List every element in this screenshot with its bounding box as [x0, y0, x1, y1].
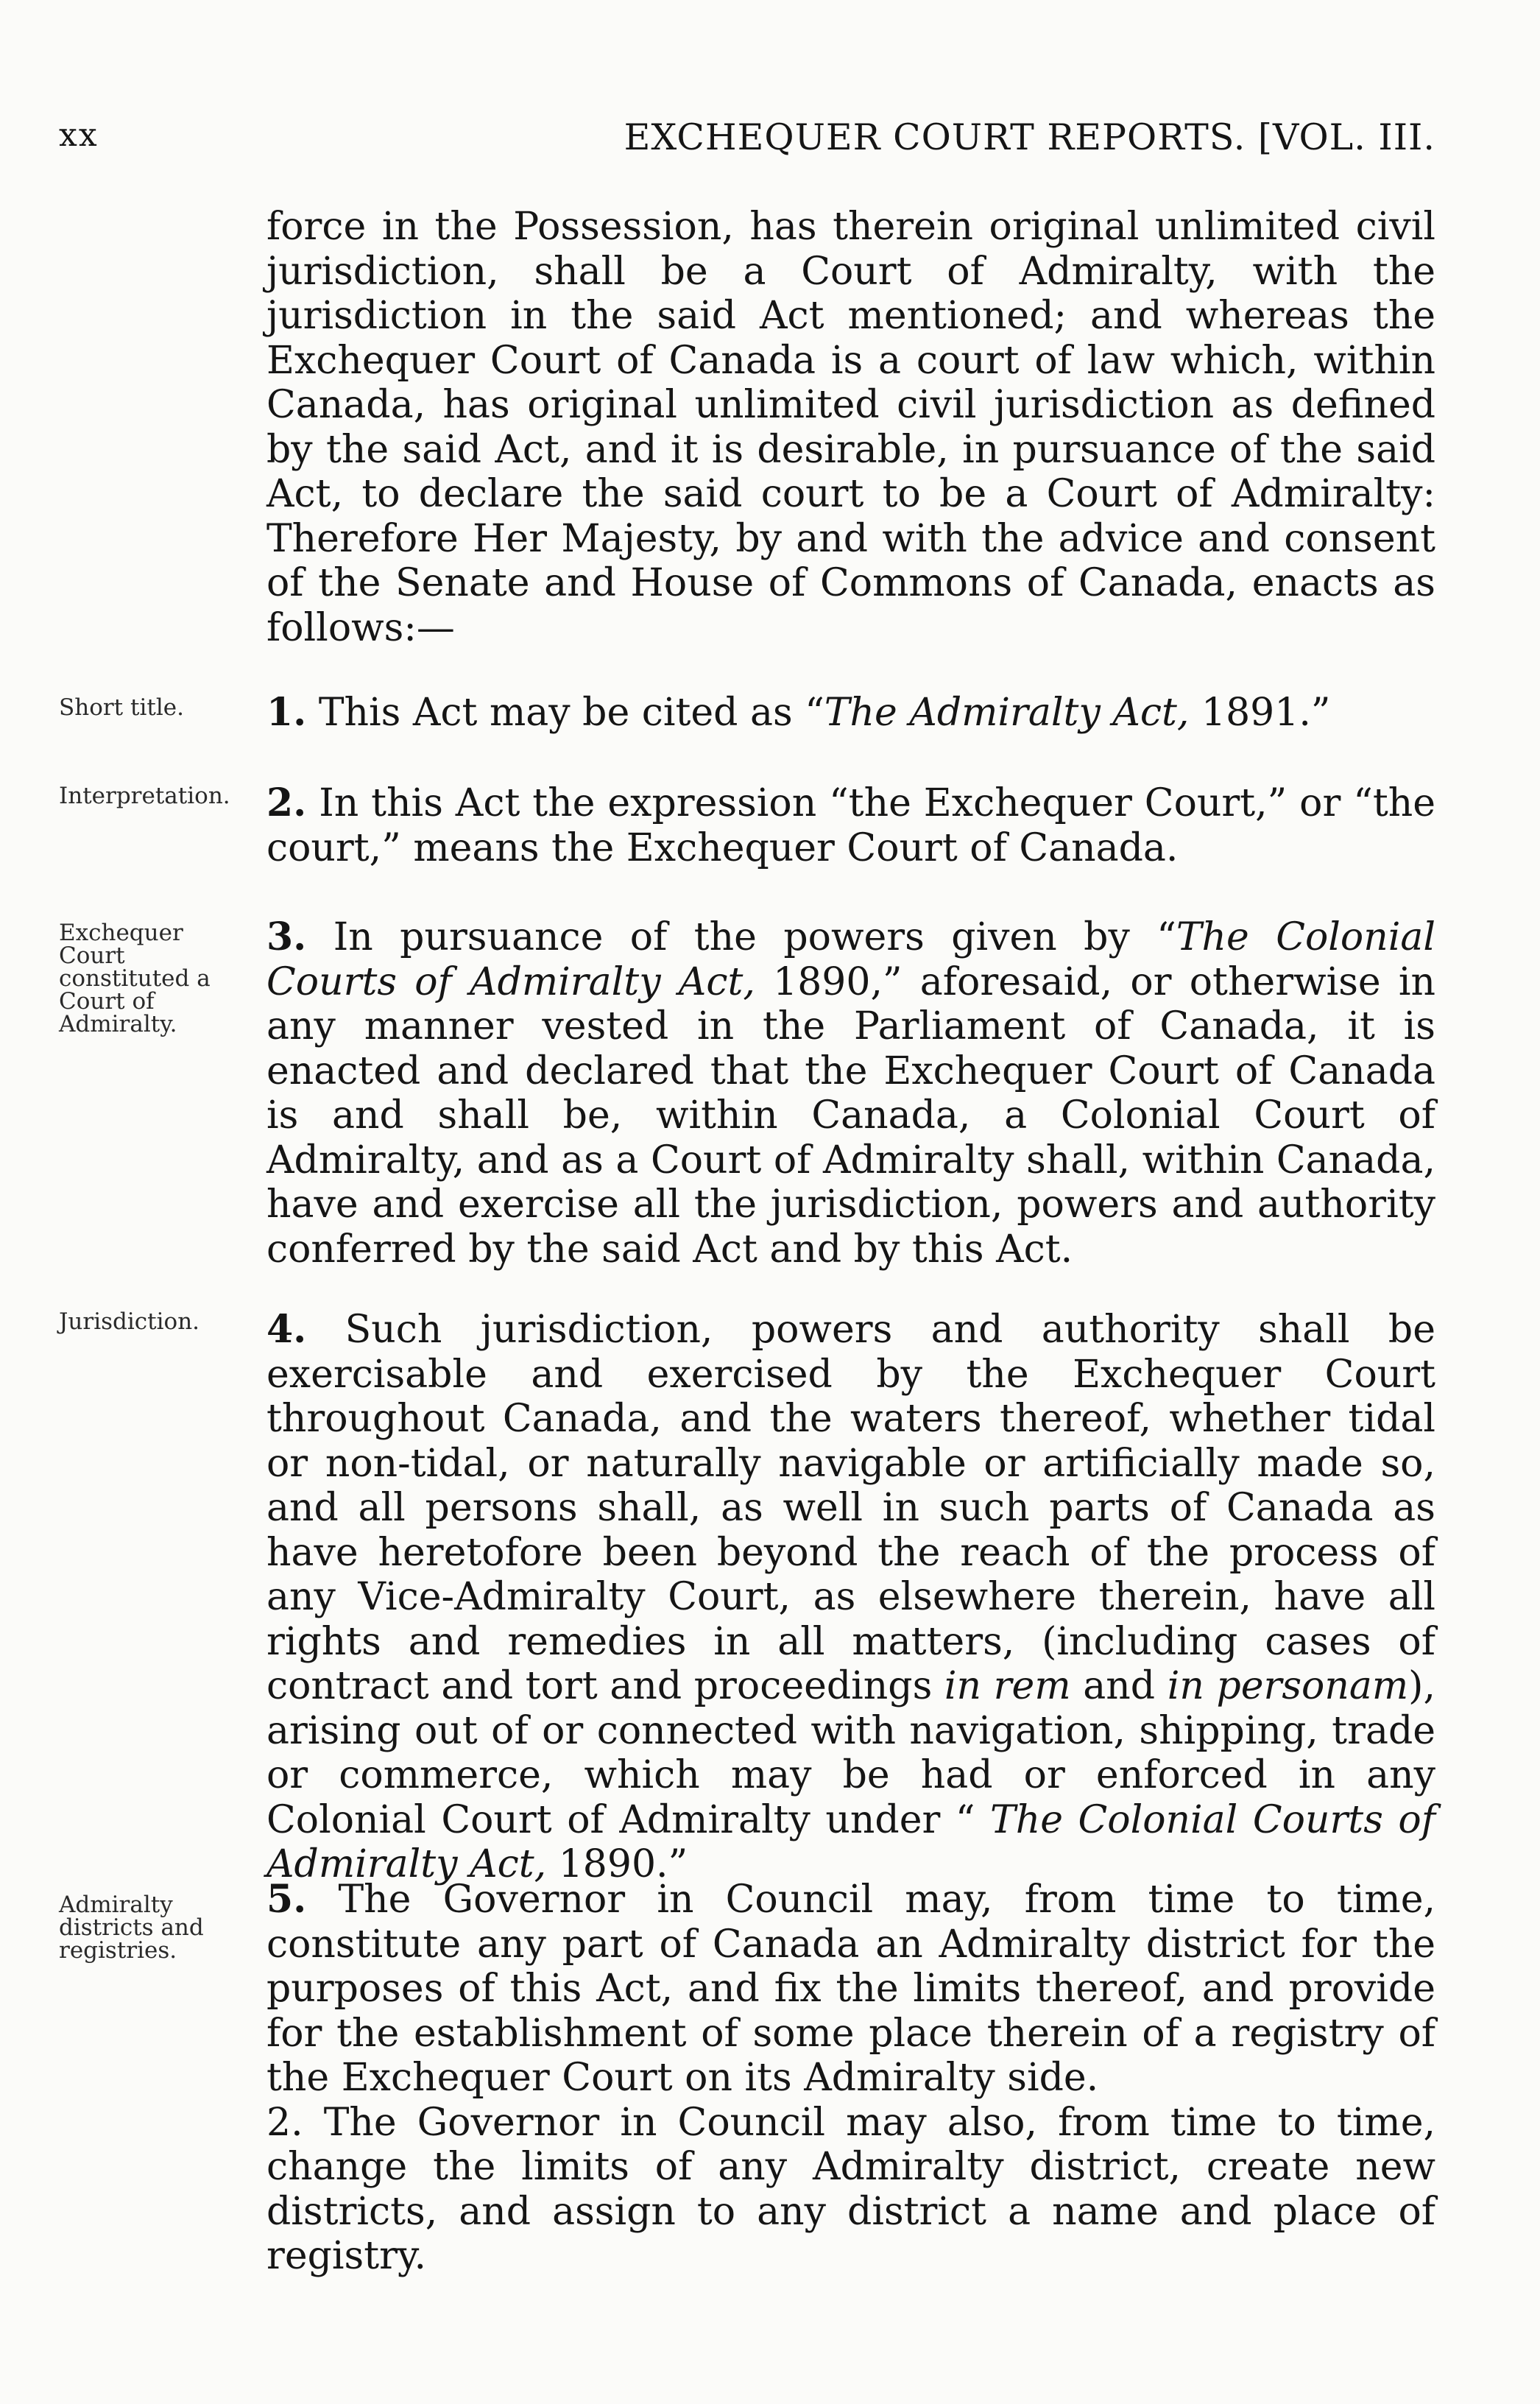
section-4-italic-title: The Colonial Courts of Admiralty Act,: [266, 1797, 1435, 1886]
marginal-note-admiralty-districts: Admiralty districts and registries.: [59, 1892, 204, 1964]
preamble-text: force in the Possession, has therein original unlimited civil jurisdiction, shall be a Court of Admiralty, with the jurisdiction in the said Act mentioned; and whereas the Exchequer Court of Canada is a court of law which, within Canada, has original unlimited civil jurisdiction as defined by the said Act, and it is desirable, in pursuance of the said Act, to declare the said court to be a Court of Admiralty: Therefore Her Majesty, by and with the advice and consent of the Senate and House of Commons of Canada, enacts as follows:—: [266, 205, 1435, 650]
section-2: [266, 781, 1435, 870]
section-4-text-c: ), arising out of or connected with navigation, shipping, trade or commerce, which may be had or enforced in any Colonial Court of Admiralty under “: [266, 1664, 1435, 1842]
running-title: EXCHEQUER COURT REPORTS. [VOL. III.: [624, 116, 1435, 158]
section-1-number: 1.: [266, 690, 307, 735]
marginal-note-interpretation: Interpretation.: [59, 783, 230, 809]
section-3-number: 3.: [266, 914, 307, 959]
section-4-text-d: 1890.”: [546, 1842, 688, 1886]
section-4-text-b: and: [1070, 1664, 1168, 1708]
page-number: xx: [59, 116, 99, 154]
section-3: [266, 915, 1435, 1272]
preamble: [266, 205, 1435, 650]
marginal-note-jurisdiction: Jurisdiction.: [59, 1308, 200, 1335]
page-header: [59, 116, 1435, 168]
section-2-text: In this Act the expression “the Exchequer Court,” or “the court,” means the Exchequer Court of Canada.: [266, 781, 1435, 870]
section-1-text-before: This Act may be cited as “: [306, 691, 824, 735]
marginal-note-exchequer-court: Exchequer Court constituted a Court of Admiralty.: [59, 920, 211, 1037]
section-5-subsection-2: 2. The Governor in Council may also, from time to time, change the limits of any Admiralty district, create new districts, and assign to any district a name and place of registry.: [266, 2100, 1435, 2278]
section-1-italic-title: The Admiralty Act,: [824, 691, 1190, 735]
section-4-italic-in-rem: in rem: [944, 1664, 1071, 1708]
marginal-note-short-title: Short title.: [59, 694, 184, 721]
section-4-number: 4.: [266, 1307, 307, 1352]
section-4-italic-in-personam: in personam: [1167, 1664, 1409, 1708]
section-5-text: The Governor in Council may, from time to time, constitute any part of Canada an Admiralty district for the purposes of this Act, and fix the limits thereof, and provide for the establishment of some place therein of a registry of the Exchequer Court on its Admiralty side.: [266, 1878, 1435, 2100]
section-2-number: 2.: [266, 780, 307, 825]
section-3-italic-title: The Colonial Courts of Admiralty Act,: [266, 915, 1435, 1004]
section-5-number: 5.: [266, 1877, 307, 1922]
section-5: [266, 1878, 1435, 2279]
section-4-text-a: Such jurisdiction, powers and authority shall be exercisable and exercised by the Exchequer Court throughout Canada, and the waters thereof, whether tidal or non-tidal, or naturally navigable or artificially made so, and all persons shall, as well in such parts of Canada as have heretofore been beyond the reach of the process of any Vice-Admiralty Court, as elsewhere therein, have all rights and remedies in all matters, (including cases of contract and tort and proceedings: [266, 1308, 1435, 1708]
section-4: [266, 1308, 1435, 1887]
section-1-text-after: 1891.”: [1189, 691, 1331, 735]
section-3-text-before: In pursuance of the powers given by “: [306, 915, 1176, 959]
section-3-text-after: 1890,” aforesaid, or otherwise in any manner vested in the Parliament of Canada, it is enacted and declared that the Exchequer Court of Canada is and shall be, within Canada, a Colonial Court of Admiralty, and as a Court of Admiralty shall, within Canada, have and exercise all the jurisdiction, powers and authority conferred by the said Act and by this Act.: [266, 959, 1436, 1272]
section-1: [266, 691, 1435, 736]
